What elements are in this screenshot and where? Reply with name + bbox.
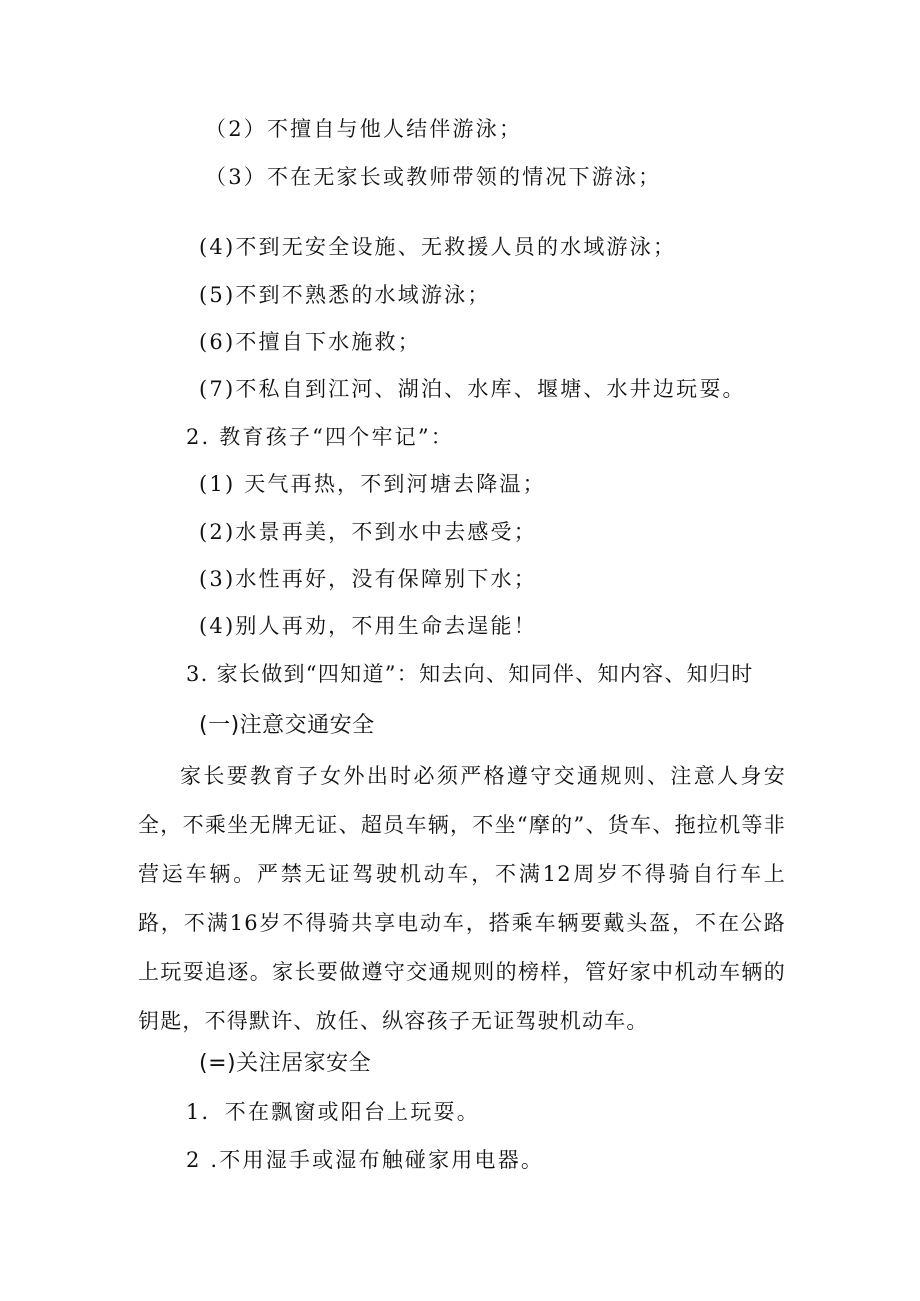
traffic-heading: (一)注意交通安全 (199, 713, 375, 738)
home-item-2: 2 .不用湿手或湿布触碰家用电器。 (186, 1148, 545, 1172)
swim-rule-7: (7)不私自到江河、湖泊、水库、堰塘、水井边玩耍。 (199, 377, 746, 401)
swim-rule-2: （2）不擅自与他人结伴游泳； (205, 117, 523, 141)
traffic-paragraph: 家长要教育子女外出时必须严格遵守交通规则、注意人身安全，不乘坐无牌无证、超员车辆，不坐“摩的”、货车、拖拉机等非营运车辆。严禁无证驾驶机动车，不满12周岁不得骑自行车上路，不满16岁不得骑共享电动车，搭乘车辆要戴头盔，不在公路上玩耍追逐。家长要做遵守交通规则的榜样，管好家中机动车辆的钥匙，不得默许、放任、纵容孩子无证驾驶机动车。 (138, 764, 786, 1033)
home-heading: (=)关注居家安全 (199, 1051, 372, 1076)
swim-rule-3: （3）不在无家长或教师带领的情况下游泳； (205, 165, 662, 189)
four-remember-title: 2. 教育孩子“四个牢记”： (186, 425, 454, 449)
home-item-1: 1．不在飘窗或阳台上玩耍。 (186, 1100, 480, 1124)
four-know-line: 3. 家长做到“四知道”：知去向、知同伴、知内容、知归时 (186, 662, 754, 686)
swim-rule-4: (4)不到无安全设施、无救援人员的水域游泳； (199, 235, 677, 259)
remember-item-4: (4)别人再劝，不用生命去逞能！ (199, 614, 537, 638)
remember-item-2: (2)水景再美，不到水中去感受； (199, 520, 537, 544)
swim-rule-5: (5)不到不熟悉的水域游泳； (199, 283, 491, 307)
swim-rule-6: (6)不擅自下水施救； (199, 330, 421, 354)
remember-item-3: (3)水性再好，没有保障别下水； (199, 567, 537, 591)
remember-item-1: (1) 天气再热，不到河塘去降温； (199, 472, 546, 496)
